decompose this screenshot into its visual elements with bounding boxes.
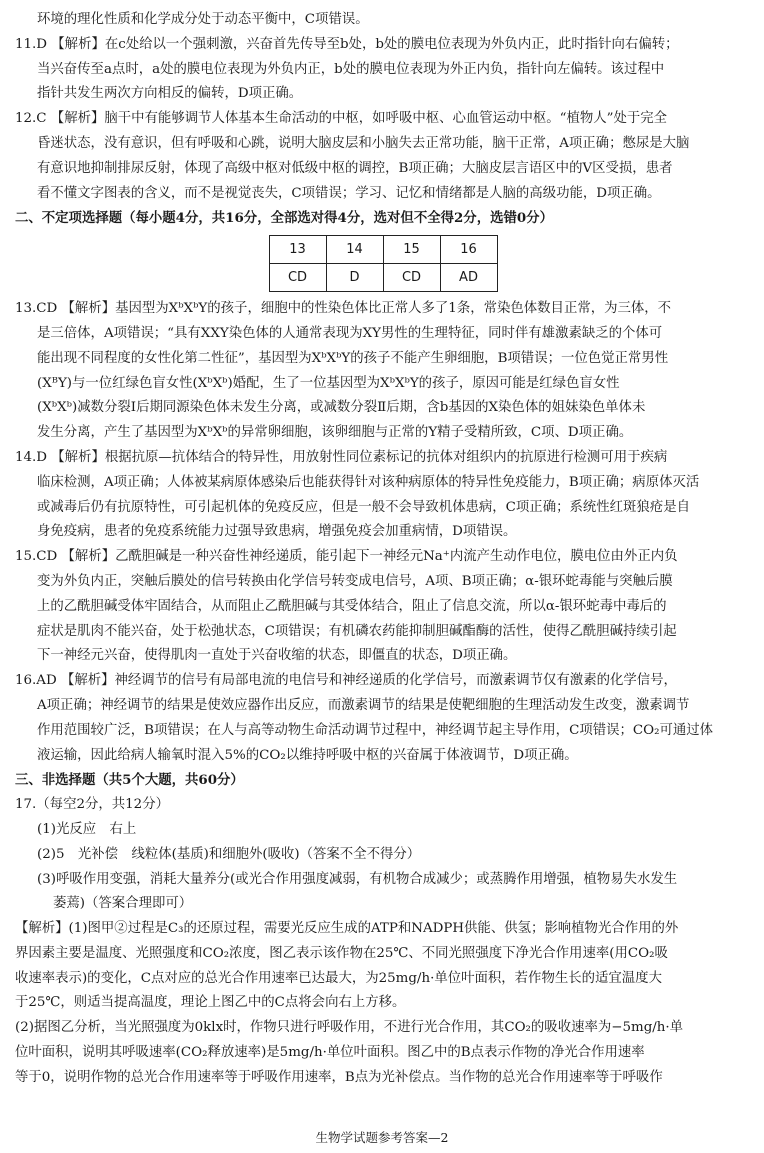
text-line: 界因素主要是温度、光照强度和CO₂浓度，图乙表示该作物在25℃、不同光照强度下净光合作用速率(用CO₂吸 bbox=[15, 945, 668, 961]
text-line: (2)据图乙分析，当光照强度为0klx时，作物只进行呼吸作用，不进行光合作用，其CO₂的吸收速率为−5mg/h·单 bbox=[15, 1020, 684, 1036]
text-line: 昏迷状态，没有意识，但有呼吸和心跳，说明大脑皮层和小脑失去正常功能，脑干正常，A项正确；憋尿是大脑 bbox=[37, 135, 690, 151]
text-line: 能出现不同程度的女性化第二性征”，基因型为XᵇXᵇY的孩子不能产生卵细胞，B项错误；一位色觉正常男性 bbox=[37, 350, 669, 366]
text-line: 萎蔫)（答案合理即可） bbox=[53, 896, 193, 912]
text-line: 作用范围较广泛，B项错误；在人与高等动物生命活动调节过程中，神经调节起主导作用，C项错误；CO₂可通过体 bbox=[37, 722, 714, 738]
text-line: 环境的理化性质和化学成分处于动态平衡中，C项错误。 bbox=[37, 12, 369, 27]
table-cell: D bbox=[326, 264, 383, 292]
text-line: 是三倍体，A项错误；“具有XXY染色体的人通常表现为XY男性的生理特征，同时伴有雄激素缺乏的个体可 bbox=[37, 325, 663, 341]
table-cell: 15 bbox=[383, 236, 440, 264]
text-line: 身免疫病，患者的免疫系统能力过强导致患病，增强免疫会加重病情，D项错误。 bbox=[37, 524, 517, 540]
section-heading-multi-choice: 二、不定项选择题（每小题4分，共16分，全部选对得4分，选对但不全得2分，选错0分） bbox=[15, 210, 553, 227]
q17-part3: (3)呼吸作用变强，消耗大量养分(或光合作用强度减弱，有机物合成减少；或蒸腾作用增强，植物易失水发生 bbox=[37, 871, 678, 887]
q17-part1: (1)光反应 右上 bbox=[37, 821, 137, 837]
table-cell: 16 bbox=[440, 236, 497, 264]
text-line: 变为外负内正，突触后膜处的信号转换由化学信号转变成电信号，A项、B项正确；α-银环蛇毒能与突触后膜 bbox=[37, 573, 673, 589]
text-line: 下一神经元兴奋，使得肌肉一直处于兴奋收缩的状态，即僵直的状态，D项正确。 bbox=[37, 648, 517, 664]
table-cell: 13 bbox=[269, 236, 326, 264]
text-line: 有意识地抑制排尿反射，体现了高级中枢对低级中枢的调控，B项正确；大脑皮层言语区中的V区受损，患者 bbox=[37, 160, 673, 176]
text-line: 位叶面积，说明其呼吸速率(CO₂释放速率)是5mg/h·单位叶面积。图乙中的B点表示作物的净光合作用速率 bbox=[15, 1045, 645, 1061]
text-line: 收速率表示)的变化，C点对应的总光合作用速率已达最大，为25mg/h·单位叶面积，若作物生长的适宜温度大 bbox=[15, 970, 662, 986]
q13-answer: 13.CD 【解析】基因型为XᵇXᵇY的孩子，细胞中的性染色体比正常人多了1条，常染色体数目正常，为三体，不 bbox=[15, 301, 672, 317]
q11-answer: 11.D 【解析】在c处给以一个强刺激，兴奋首先传导至b处，b处的膜电位表现为外负内正，此时指针向右偏转； bbox=[15, 36, 679, 52]
text-line: 当兴奋传至a点时，a处的膜电位表现为外负内正，b处的膜电位表现为外正内负，指针向左偏转。该过程中 bbox=[37, 61, 665, 77]
text-line: A项正确；神经调节的结果是使效应器作出反应，而激素调节的结果是使靶细胞的生理活动发生改变，激素调节 bbox=[37, 697, 690, 713]
text-line: 临床检测，A项正确；人体被某病原体感染后也能获得针对该种病原体的特异性免疫能力，B项正确；病原体灭活 bbox=[37, 474, 700, 490]
q17-analysis: 【解析】(1)图甲②过程是C₃的还原过程，需要光反应生成的ATP和NADPH供能、供氢；影响植物光合作用的外 bbox=[15, 921, 679, 937]
table-cell: CD bbox=[383, 264, 440, 292]
q17-header: 17.（每空2分，共12分） bbox=[15, 797, 169, 813]
q14-answer: 14.D 【解析】根据抗原—抗体结合的特异性，用放射性同位素标记的抗体对组织内的抗原进行检测可用于疾病 bbox=[15, 449, 668, 465]
section-heading-free-response: 三、非选择题（共5个大题，共60分） bbox=[15, 772, 244, 789]
text-line: 指针共发生两次方向相反的偏转，D项正确。 bbox=[37, 86, 303, 102]
text-line: 液运输，因此给病人输氧时混入5%的CO₂以维持呼吸中枢的兴奋属于体液调节，D项正确。 bbox=[37, 747, 578, 763]
text-line: 或减毒后仍有抗原特性，可引起机体的免疫反应，但是一般不会导致机体患病，C项正确；系统性红斑狼疮是自 bbox=[37, 499, 690, 515]
q17-part2: (2)5 光补偿 线粒体(基质)和细胞外(吸收)（答案不全不得分） bbox=[37, 846, 421, 862]
q12-answer: 12.C 【解析】脑干中有能够调节人体基本生命活动的中枢，如呼吸中枢、心血管运动中枢。“植物人”处于完全 bbox=[15, 111, 668, 127]
text-line: 症状是肌肉不能兴奋，处于松弛状态，C项错误；有机磷农药能抑制胆碱酯酶的活性，使得乙酰胆碱持续引起 bbox=[37, 623, 677, 639]
answer-page bbox=[15, 8, 751, 1091]
q15-answer: 15.CD 【解析】乙酰胆碱是一种兴奋性神经递质，能引起下一神经元Na⁺内流产生动作电位，膜电位由外正内负 bbox=[15, 549, 678, 565]
text-line: (XᵇXᵇ)减数分裂Ⅰ后期同源染色体未发生分离，或减数分裂Ⅱ后期，含b基因的X染色体的姐妹染色单体未 bbox=[37, 400, 646, 416]
text-line: 发生分离，产生了基因型为XᵇXᵇ的异常卵细胞，该卵细胞与正常的Y精子受精所致，C项、D项正确。 bbox=[37, 425, 633, 441]
table-cell: CD bbox=[269, 264, 326, 292]
text-line: 看不懂文字图表的含义，而不是视觉丧失，C项错误；学习、记忆和情绪都是人脑的高级功能，D项正确。 bbox=[37, 185, 661, 201]
table-cell: AD bbox=[440, 264, 497, 292]
text-line: 等于0，说明作物的总光合作用速率等于呼吸作用速率，B点为光补偿点。当作物的总光合作用速率等于呼吸作 bbox=[15, 1069, 663, 1085]
q16-answer: 16.AD 【解析】神经调节的信号有局部电流的电信号和神经递质的化学信号，而激素调节仅有激素的化学信号， bbox=[15, 673, 677, 689]
text-line: (XᴮY)与一位红绿色盲女性(XᵇXᵇ)婚配，生了一位基因型为XᵇXᵇY的孩子，原因可能是红绿色盲女性 bbox=[37, 375, 620, 391]
answer-table bbox=[269, 235, 498, 292]
page-footer: 生物学试题参考答案—2 bbox=[315, 1130, 449, 1145]
text-line: 于25℃，则适当提高温度，理论上图乙中的C点将会向右上方移。 bbox=[15, 995, 406, 1011]
table-cell: 14 bbox=[326, 236, 383, 264]
text-line: 上的乙酰胆碱受体牢固结合，从而阻止乙酰胆碱与其受体结合，阻止了信息交流，所以α-银环蛇毒中毒后的 bbox=[37, 598, 667, 614]
